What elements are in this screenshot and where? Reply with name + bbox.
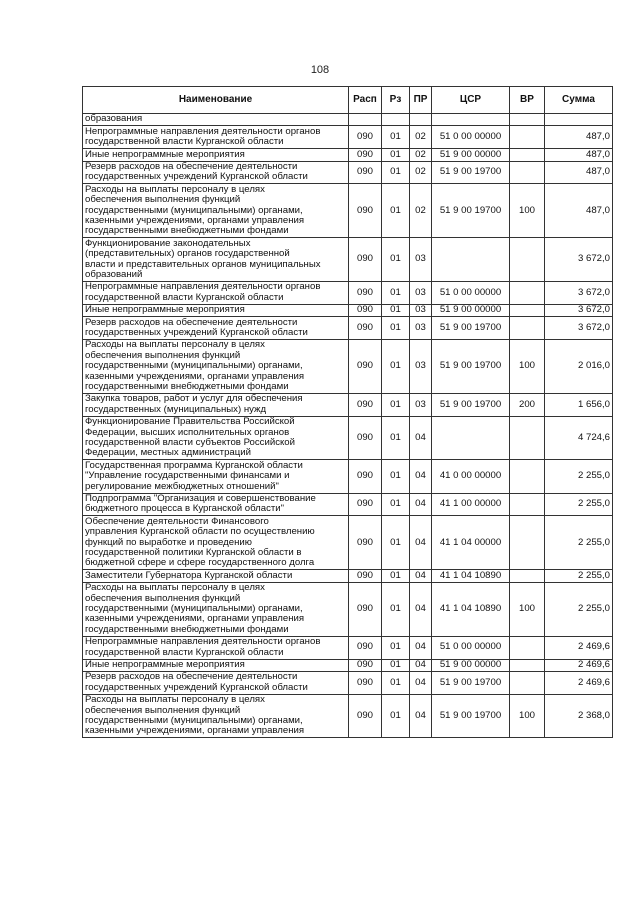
cell-pr: 03 (410, 393, 432, 416)
table-row (83, 114, 613, 126)
table-header-row (83, 87, 613, 114)
cell-sum: 487,0 (545, 149, 613, 161)
cell-sum: 2 255,0 (545, 493, 613, 516)
cell-rasp: 090 (349, 659, 382, 671)
cell-vr (510, 671, 545, 694)
cell-vr (510, 636, 545, 659)
cell-vr: 100 (510, 339, 545, 393)
table-row (83, 493, 613, 516)
cell-name: Функционирование законодательных (представительных) органов государственной власти и представительных органов муниципальных образований (83, 238, 349, 282)
cell-name: Непрограммные направления деятельности органов государственной власти Курганской области (83, 281, 349, 304)
cell-pr: 02 (410, 161, 432, 184)
cell-csr: 41 1 04 00000 (432, 516, 510, 570)
cell-name: Расходы на выплаты персоналу в целях обеспечения выполнения функций государственными (муниципальными) органами, казенными учреждениями, органами управления государственными внебюджетными фондами (83, 339, 349, 393)
cell-name: Расходы на выплаты персоналу в целях обеспечения выполнения функций государственными (муниципальными) органами, казенными учреждениями, органами управления государственными внебюджетными фондами (83, 184, 349, 238)
cell-pr (410, 114, 432, 126)
cell-name: Резерв расходов на обеспечение деятельности государственных учреждений Курганской области (83, 671, 349, 694)
cell-rz: 01 (382, 416, 410, 460)
cell-rz: 01 (382, 516, 410, 570)
cell-rasp: 090 (349, 460, 382, 493)
cell-sum: 3 672,0 (545, 238, 613, 282)
cell-name: Иные непрограммные мероприятия (83, 659, 349, 671)
cell-rasp: 090 (349, 493, 382, 516)
cell-sum: 2 255,0 (545, 582, 613, 636)
cell-csr: 51 9 00 00000 (432, 149, 510, 161)
cell-pr: 02 (410, 149, 432, 161)
cell-sum: 2 469,6 (545, 636, 613, 659)
cell-sum: 4 724,6 (545, 416, 613, 460)
table-row (83, 416, 613, 460)
cell-rasp: 090 (349, 416, 382, 460)
cell-sum: 3 672,0 (545, 317, 613, 340)
cell-csr: 51 9 00 19700 (432, 161, 510, 184)
cell-name: Закупка товаров, работ и услуг для обеспечения государственных (муниципальных) нужд (83, 393, 349, 416)
cell-name: Государственная программа Курганской области "Управление государственными финансами и регулирование межбюджетных отношений" (83, 460, 349, 493)
cell-vr (510, 114, 545, 126)
cell-pr: 04 (410, 570, 432, 582)
cell-rasp: 090 (349, 317, 382, 340)
budget-table (82, 86, 613, 738)
cell-csr: 51 9 00 19700 (432, 184, 510, 238)
cell-sum: 3 672,0 (545, 304, 613, 316)
cell-rasp: 090 (349, 516, 382, 570)
cell-rz: 01 (382, 582, 410, 636)
cell-csr: 51 9 00 19700 (432, 671, 510, 694)
cell-rz: 01 (382, 460, 410, 493)
cell-csr: 51 0 00 00000 (432, 636, 510, 659)
cell-vr (510, 304, 545, 316)
cell-sum (545, 114, 613, 126)
cell-rasp: 090 (349, 184, 382, 238)
cell-csr: 41 1 04 10890 (432, 582, 510, 636)
cell-csr (432, 238, 510, 282)
header-pr: ПР (410, 87, 432, 114)
cell-pr: 03 (410, 281, 432, 304)
cell-csr: 51 0 00 00000 (432, 281, 510, 304)
cell-csr: 51 0 00 00000 (432, 126, 510, 149)
cell-rasp: 090 (349, 149, 382, 161)
header-sum: Сумма (545, 87, 613, 114)
cell-csr: 51 9 00 00000 (432, 659, 510, 671)
cell-vr (510, 416, 545, 460)
cell-rz: 01 (382, 694, 410, 738)
header-csr: ЦСР (432, 87, 510, 114)
table-row (83, 184, 613, 238)
cell-name: Подпрограмма "Организация и совершенствование бюджетного процесса в Курганской области" (83, 493, 349, 516)
page-number: 108 (310, 64, 330, 76)
table-row (83, 238, 613, 282)
cell-rz (382, 114, 410, 126)
cell-name: Обеспечение деятельности Финансового управления Курганской области по осуществлению функций по выработке и проведению государственной политики Курганской области в бюджетной сфере и сфере государственного долга (83, 516, 349, 570)
cell-rz: 01 (382, 126, 410, 149)
cell-name: Расходы на выплаты персоналу в целях обеспечения выполнения функций государственными (муниципальными) органами, казенными учреждениями, органами управления (83, 694, 349, 738)
cell-csr: 51 9 00 19700 (432, 317, 510, 340)
table-row (83, 393, 613, 416)
cell-vr (510, 317, 545, 340)
table-row (83, 570, 613, 582)
cell-name: образования (83, 114, 349, 126)
cell-rz: 01 (382, 161, 410, 184)
cell-vr (510, 126, 545, 149)
table-row (83, 516, 613, 570)
table-row (83, 671, 613, 694)
cell-rz: 01 (382, 184, 410, 238)
table-row (83, 636, 613, 659)
cell-sum: 2 016,0 (545, 339, 613, 393)
cell-rz: 01 (382, 570, 410, 582)
cell-pr: 03 (410, 317, 432, 340)
cell-rasp: 090 (349, 238, 382, 282)
cell-name: Функционирование Правительства Российской Федерации, высших исполнительных органов государственной власти субъектов Российской Федерации, местных администраций (83, 416, 349, 460)
cell-rasp: 090 (349, 671, 382, 694)
cell-sum: 2 469,6 (545, 671, 613, 694)
cell-pr: 02 (410, 126, 432, 149)
cell-rz: 01 (382, 304, 410, 316)
cell-sum: 2 469,6 (545, 659, 613, 671)
header-rasp: Расп (349, 87, 382, 114)
cell-sum: 2 255,0 (545, 516, 613, 570)
cell-name: Заместители Губернатора Курганской области (83, 570, 349, 582)
cell-pr: 03 (410, 339, 432, 393)
cell-pr: 04 (410, 671, 432, 694)
cell-name: Непрограммные направления деятельности органов государственной власти Курганской области (83, 636, 349, 659)
cell-rasp: 090 (349, 582, 382, 636)
cell-rz: 01 (382, 493, 410, 516)
cell-rz: 01 (382, 393, 410, 416)
cell-sum: 487,0 (545, 161, 613, 184)
cell-pr: 04 (410, 416, 432, 460)
cell-csr: 41 0 00 00000 (432, 460, 510, 493)
cell-sum: 1 656,0 (545, 393, 613, 416)
cell-rasp: 090 (349, 281, 382, 304)
cell-vr (510, 570, 545, 582)
cell-pr: 04 (410, 516, 432, 570)
cell-pr: 02 (410, 184, 432, 238)
cell-pr: 03 (410, 238, 432, 282)
cell-pr: 03 (410, 304, 432, 316)
cell-rasp: 090 (349, 636, 382, 659)
header-rz: Рз (382, 87, 410, 114)
cell-csr: 51 9 00 00000 (432, 304, 510, 316)
table-row (83, 694, 613, 738)
cell-csr (432, 416, 510, 460)
table-row (83, 161, 613, 184)
table-body (83, 114, 613, 738)
cell-rasp: 090 (349, 393, 382, 416)
cell-vr: 100 (510, 694, 545, 738)
cell-sum: 2 255,0 (545, 570, 613, 582)
cell-csr: 41 1 00 00000 (432, 493, 510, 516)
cell-vr: 200 (510, 393, 545, 416)
cell-vr (510, 516, 545, 570)
cell-vr (510, 238, 545, 282)
cell-rz: 01 (382, 339, 410, 393)
cell-vr (510, 493, 545, 516)
cell-rz: 01 (382, 281, 410, 304)
table-row (83, 317, 613, 340)
cell-pr: 04 (410, 493, 432, 516)
cell-vr: 100 (510, 582, 545, 636)
cell-sum: 487,0 (545, 126, 613, 149)
header-vr: ВР (510, 87, 545, 114)
cell-csr (432, 114, 510, 126)
cell-name: Иные непрограммные мероприятия (83, 149, 349, 161)
cell-pr: 04 (410, 460, 432, 493)
cell-rasp: 090 (349, 161, 382, 184)
cell-csr: 51 9 00 19700 (432, 694, 510, 738)
cell-vr (510, 149, 545, 161)
cell-csr: 41 1 04 10890 (432, 570, 510, 582)
cell-rz: 01 (382, 671, 410, 694)
cell-pr: 04 (410, 694, 432, 738)
cell-rasp: 090 (349, 339, 382, 393)
cell-vr (510, 460, 545, 493)
cell-sum: 2 368,0 (545, 694, 613, 738)
cell-rasp: 090 (349, 304, 382, 316)
cell-name: Резерв расходов на обеспечение деятельности государственных учреждений Курганской области (83, 161, 349, 184)
table-row (83, 126, 613, 149)
cell-sum: 3 672,0 (545, 281, 613, 304)
cell-vr (510, 659, 545, 671)
table-row (83, 339, 613, 393)
cell-name: Непрограммные направления деятельности органов государственной власти Курганской области (83, 126, 349, 149)
cell-rz: 01 (382, 659, 410, 671)
cell-rasp: 090 (349, 126, 382, 149)
cell-rz: 01 (382, 149, 410, 161)
cell-name: Иные непрограммные мероприятия (83, 304, 349, 316)
header-name: Наименование (83, 87, 349, 114)
cell-pr: 04 (410, 636, 432, 659)
cell-vr (510, 281, 545, 304)
cell-pr: 04 (410, 582, 432, 636)
cell-vr (510, 161, 545, 184)
cell-vr: 100 (510, 184, 545, 238)
cell-pr: 04 (410, 659, 432, 671)
cell-name: Резерв расходов на обеспечение деятельности государственных учреждений Курганской области (83, 317, 349, 340)
cell-rz: 01 (382, 238, 410, 282)
table-row (83, 149, 613, 161)
cell-sum: 487,0 (545, 184, 613, 238)
cell-name: Расходы на выплаты персоналу в целях обеспечения выполнения функций государственными (муниципальными) органами, казенными учреждениями, органами управления государственными внебюджетными фондами (83, 582, 349, 636)
cell-rasp: 090 (349, 694, 382, 738)
cell-csr: 51 9 00 19700 (432, 393, 510, 416)
table-row (83, 460, 613, 493)
cell-csr: 51 9 00 19700 (432, 339, 510, 393)
table-row (83, 281, 613, 304)
cell-rz: 01 (382, 636, 410, 659)
table-row (83, 659, 613, 671)
cell-rasp: 090 (349, 570, 382, 582)
cell-rasp (349, 114, 382, 126)
cell-rz: 01 (382, 317, 410, 340)
cell-sum: 2 255,0 (545, 460, 613, 493)
table-row (83, 582, 613, 636)
table-row (83, 304, 613, 316)
